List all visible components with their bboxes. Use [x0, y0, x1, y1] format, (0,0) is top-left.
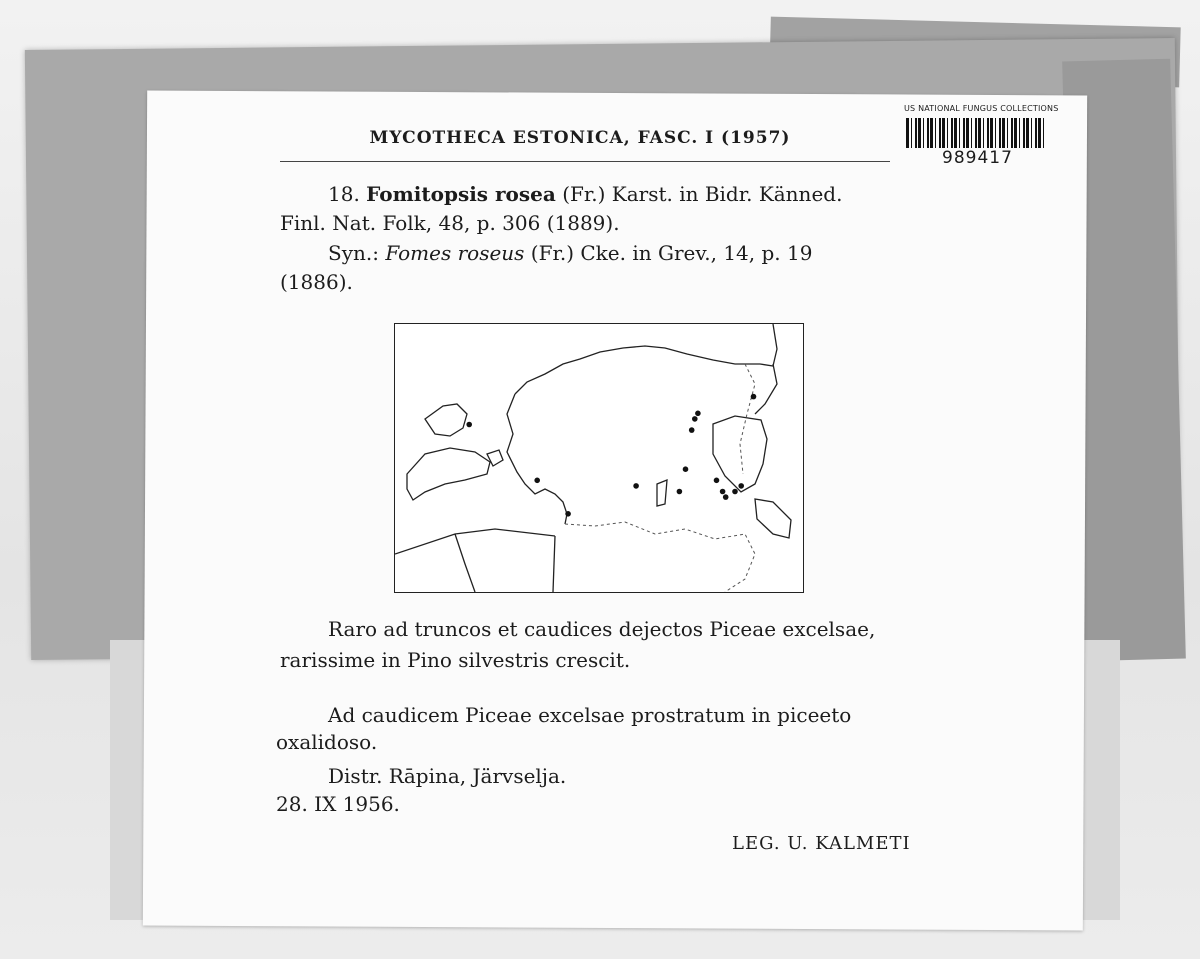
estonia-map-icon	[395, 324, 803, 592]
lake-pskov	[755, 499, 791, 538]
title-rule	[280, 161, 890, 162]
locality-dot	[683, 466, 689, 472]
locality-dot	[534, 478, 540, 484]
barcode-number: 989417	[942, 148, 1013, 168]
substrate-line-1: Ad caudicem Piceae excelsae prostratum in piceeto	[328, 703, 852, 727]
saaremaa-island	[407, 448, 490, 500]
locality-dots	[466, 394, 756, 517]
locality-dot	[633, 483, 639, 489]
locality-dot	[720, 489, 726, 495]
synonym-citation: (Fr.) Cke. in Grev., 14, p. 19	[530, 241, 813, 265]
species-name: Fomitopsis rosea	[366, 182, 556, 206]
river-2	[455, 534, 475, 592]
hiiumaa-island	[425, 404, 467, 436]
series-title: MYCOTHECA ESTONICA, FASC. I (1957)	[369, 128, 791, 148]
species-line-1	[328, 182, 842, 206]
collection-date: 28. IX 1956.	[276, 792, 400, 816]
locality-dot	[692, 416, 698, 422]
lake-peipus	[713, 416, 767, 492]
substrate-line-2: oxalidoso.	[276, 730, 378, 754]
southern-border	[565, 522, 755, 592]
locality-dot	[714, 478, 720, 484]
synonym-prefix: Syn.:	[328, 241, 379, 265]
mainland-coastline	[515, 324, 777, 394]
distribution-map	[394, 323, 804, 593]
locality-dot	[689, 427, 695, 433]
species-citation: (Fr.) Karst. in Bidr. Känned.	[562, 182, 843, 206]
lake-vortsjarv	[657, 480, 667, 506]
synonym-line	[328, 241, 812, 265]
ecology-line-1: Raro ad truncos et caudices dejectos Piceae excelsae,	[328, 617, 876, 641]
synonym-year: (1886).	[280, 270, 353, 294]
river-1	[553, 536, 555, 592]
locality-dot	[723, 494, 729, 500]
locality-dot	[677, 489, 683, 495]
locality-dot	[695, 411, 701, 417]
locality-district: Distr. Rāpina, Järvselja.	[328, 764, 567, 788]
ecology-line-2: rarissime in Pino silvestris crescit.	[280, 648, 631, 672]
species-number: 18.	[328, 182, 360, 206]
species-citation-2: Finl. Nat. Folk, 48, p. 306 (1889).	[280, 211, 620, 235]
locality-dot	[732, 489, 738, 495]
west-coast	[507, 394, 567, 524]
synonym-name: Fomes roseus	[385, 241, 525, 265]
locality-dot	[738, 483, 744, 489]
latvia-border-1	[395, 529, 555, 554]
barcode-collection: US NATIONAL FUNGUS COLLECTIONS	[904, 104, 1059, 113]
locality-dot	[466, 422, 472, 428]
collector: LEG. U. KALMETI	[732, 833, 911, 854]
river-3	[755, 364, 777, 414]
locality-dot	[751, 394, 757, 400]
barcode-icon	[906, 118, 1046, 148]
locality-dot	[565, 511, 571, 517]
